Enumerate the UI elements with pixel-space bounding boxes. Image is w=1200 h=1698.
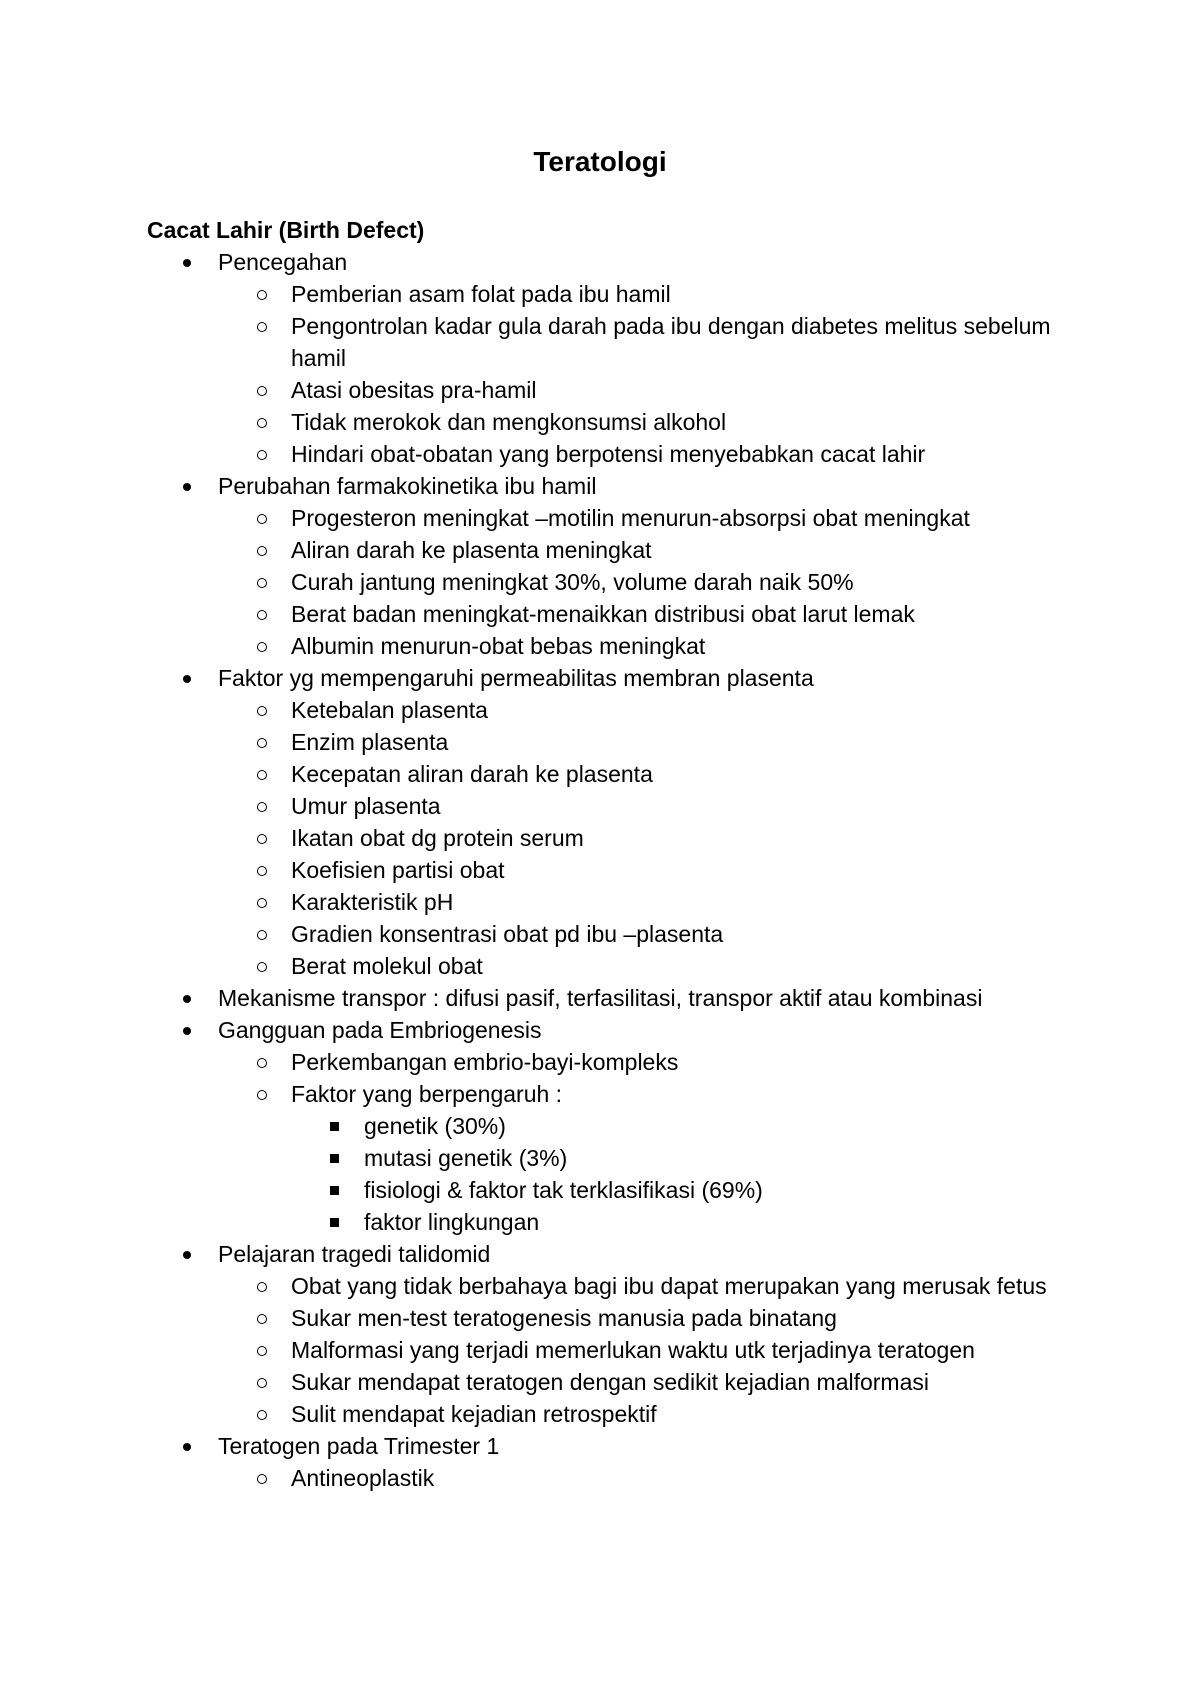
list-item-text: Pengontrolan kadar gula darah pada ibu dengan diabetes melitus sebelum hamil: [291, 313, 1051, 371]
hollow-circle-bullet-icon: [257, 514, 267, 524]
list-item-text: Enzim plasenta: [291, 729, 449, 755]
hollow-circle-bullet-icon: [257, 930, 267, 940]
hollow-circle-bullet-icon: [257, 450, 267, 460]
list-item-text: Sulit mendapat kejadian retrospektif: [291, 1401, 657, 1427]
square-bullet-icon: [330, 1186, 339, 1195]
filled-circle-bullet-icon: [183, 1251, 191, 1259]
hollow-circle-bullet-icon: [257, 1346, 267, 1356]
list-item: [0, 470, 1200, 502]
list-item: [0, 1046, 1200, 1078]
hollow-circle-bullet-icon: [257, 1090, 267, 1100]
outline-list: [0, 246, 1200, 1494]
list-item: [0, 374, 1200, 406]
hollow-circle-bullet-icon: [257, 738, 267, 748]
hollow-circle-bullet-icon: [257, 1314, 267, 1324]
list-item: [0, 1142, 1200, 1174]
list-item: [0, 566, 1200, 598]
list-item: [0, 662, 1200, 694]
list-item: [0, 1430, 1200, 1462]
list-item: [0, 630, 1200, 662]
list-item: [0, 246, 1200, 278]
list-item: [0, 1206, 1200, 1238]
list-item-text: fisiologi & faktor tak terklasifikasi (69%): [364, 1177, 763, 1203]
list-item: [0, 1238, 1200, 1270]
list-item: [0, 1334, 1200, 1366]
list-item: [0, 1078, 1200, 1110]
hollow-circle-bullet-icon: [257, 1410, 267, 1420]
list-item: [0, 918, 1200, 950]
list-item-text: Teratogen pada Trimester 1: [218, 1433, 500, 1459]
list-item-text: Mekanisme transpor : difusi pasif, terfasilitasi, transpor aktif atau kombinasi: [218, 985, 983, 1011]
list-item: [0, 534, 1200, 566]
square-bullet-icon: [330, 1122, 339, 1131]
filled-circle-bullet-icon: [183, 995, 191, 1003]
hollow-circle-bullet-icon: [257, 290, 267, 300]
hollow-circle-bullet-icon: [257, 1058, 267, 1068]
list-item-text: genetik (30%): [364, 1113, 506, 1139]
list-item: [0, 438, 1200, 470]
list-item-text: Karakteristik pH: [291, 889, 454, 915]
hollow-circle-bullet-icon: [257, 770, 267, 780]
list-item: [0, 1366, 1200, 1398]
hollow-circle-bullet-icon: [257, 962, 267, 972]
hollow-circle-bullet-icon: [257, 386, 267, 396]
hollow-circle-bullet-icon: [257, 578, 267, 588]
hollow-circle-bullet-icon: [257, 1378, 267, 1388]
list-item-text: Atasi obesitas pra-hamil: [291, 377, 537, 403]
hollow-circle-bullet-icon: [257, 802, 267, 812]
hollow-circle-bullet-icon: [257, 322, 267, 332]
list-item: [0, 278, 1200, 310]
list-item-text: Ikatan obat dg protein serum: [291, 825, 584, 851]
list-item-text: Pencegahan: [218, 249, 348, 275]
list-item-text: Aliran darah ke plasenta meningkat: [291, 537, 652, 563]
list-item: [0, 1270, 1200, 1302]
hollow-circle-bullet-icon: [257, 610, 267, 620]
list-item-text: Kecepatan aliran darah ke plasenta: [291, 761, 653, 787]
list-item: [0, 694, 1200, 726]
page-title: Teratologi: [533, 146, 667, 177]
list-item-text: Faktor yang berpengaruh :: [291, 1081, 563, 1107]
list-item-text: Faktor yg mempengaruhi permeabilitas membran plasenta: [218, 665, 814, 691]
list-item: [0, 598, 1200, 630]
hollow-circle-bullet-icon: [257, 546, 267, 556]
hollow-circle-bullet-icon: [257, 642, 267, 652]
filled-circle-bullet-icon: [183, 1027, 191, 1035]
square-bullet-icon: [330, 1218, 339, 1227]
list-item-text: Tidak merokok dan mengkonsumsi alkohol: [291, 409, 727, 435]
list-item: [0, 822, 1200, 854]
list-item: [0, 758, 1200, 790]
list-item-text: Gangguan pada Embriogenesis: [218, 1017, 542, 1043]
list-item-text: Berat molekul obat: [291, 953, 483, 979]
list-item: [0, 1302, 1200, 1334]
list-item: [0, 1174, 1200, 1206]
hollow-circle-bullet-icon: [257, 418, 267, 428]
list-item-text: Koefisien partisi obat: [291, 857, 505, 883]
list-item-text: Hindari obat-obatan yang berpotensi menyebabkan cacat lahir: [291, 441, 926, 467]
list-item-text: Curah jantung meningkat 30%, volume darah naik 50%: [291, 569, 854, 595]
list-item-text: Perkembangan embrio-bayi-kompleks: [291, 1049, 679, 1075]
list-item: [0, 1110, 1200, 1142]
list-item: [0, 1462, 1200, 1494]
list-item: [0, 502, 1200, 534]
list-item-text: Sukar men-test teratogenesis manusia pada binatang: [291, 1305, 837, 1331]
list-item: [0, 950, 1200, 982]
list-item-text: Antineoplastik: [291, 1465, 435, 1491]
list-item: [0, 790, 1200, 822]
filled-circle-bullet-icon: [183, 259, 191, 267]
hollow-circle-bullet-icon: [257, 898, 267, 908]
hollow-circle-bullet-icon: [257, 834, 267, 844]
list-item-text: Pelajaran tragedi talidomid: [218, 1241, 491, 1267]
list-item: [0, 1398, 1200, 1430]
list-item-text: Malformasi yang terjadi memerlukan waktu utk terjadinya teratogen: [291, 1337, 975, 1363]
list-item-text: Perubahan farmakokinetika ibu hamil: [218, 473, 597, 499]
filled-circle-bullet-icon: [183, 1443, 191, 1451]
list-item-text: mutasi genetik (3%): [364, 1145, 568, 1171]
filled-circle-bullet-icon: [183, 483, 191, 491]
list-item-text: faktor lingkungan: [364, 1209, 540, 1235]
list-item: [0, 1014, 1200, 1046]
list-item-text: Progesteron meningkat –motilin menurun-absorpsi obat meningkat: [291, 505, 970, 531]
list-item: [0, 406, 1200, 438]
list-item-text: Berat badan meningkat-menaikkan distribusi obat larut lemak: [291, 601, 915, 627]
list-item-text: Ketebalan plasenta: [291, 697, 488, 723]
filled-circle-bullet-icon: [183, 675, 191, 683]
list-item: [0, 726, 1200, 758]
section-heading: Cacat Lahir (Birth Defect): [147, 217, 425, 243]
list-item-text: Gradien konsentrasi obat pd ibu –plasenta: [291, 921, 724, 947]
hollow-circle-bullet-icon: [257, 1282, 267, 1292]
list-item: [0, 982, 1200, 1014]
list-item-text: Umur plasenta: [291, 793, 441, 819]
hollow-circle-bullet-icon: [257, 1474, 267, 1484]
list-item-text: Sukar mendapat teratogen dengan sedikit kejadian malformasi: [291, 1369, 929, 1395]
list-item-text: Albumin menurun-obat bebas meningkat: [291, 633, 706, 659]
list-item: [0, 310, 1200, 374]
list-item-text: Pemberian asam folat pada ibu hamil: [291, 281, 671, 307]
list-item-text: Obat yang tidak berbahaya bagi ibu dapat merupakan yang merusak fetus: [291, 1273, 1047, 1299]
list-item: [0, 854, 1200, 886]
list-item: [0, 886, 1200, 918]
square-bullet-icon: [330, 1154, 339, 1163]
hollow-circle-bullet-icon: [257, 866, 267, 876]
hollow-circle-bullet-icon: [257, 706, 267, 716]
